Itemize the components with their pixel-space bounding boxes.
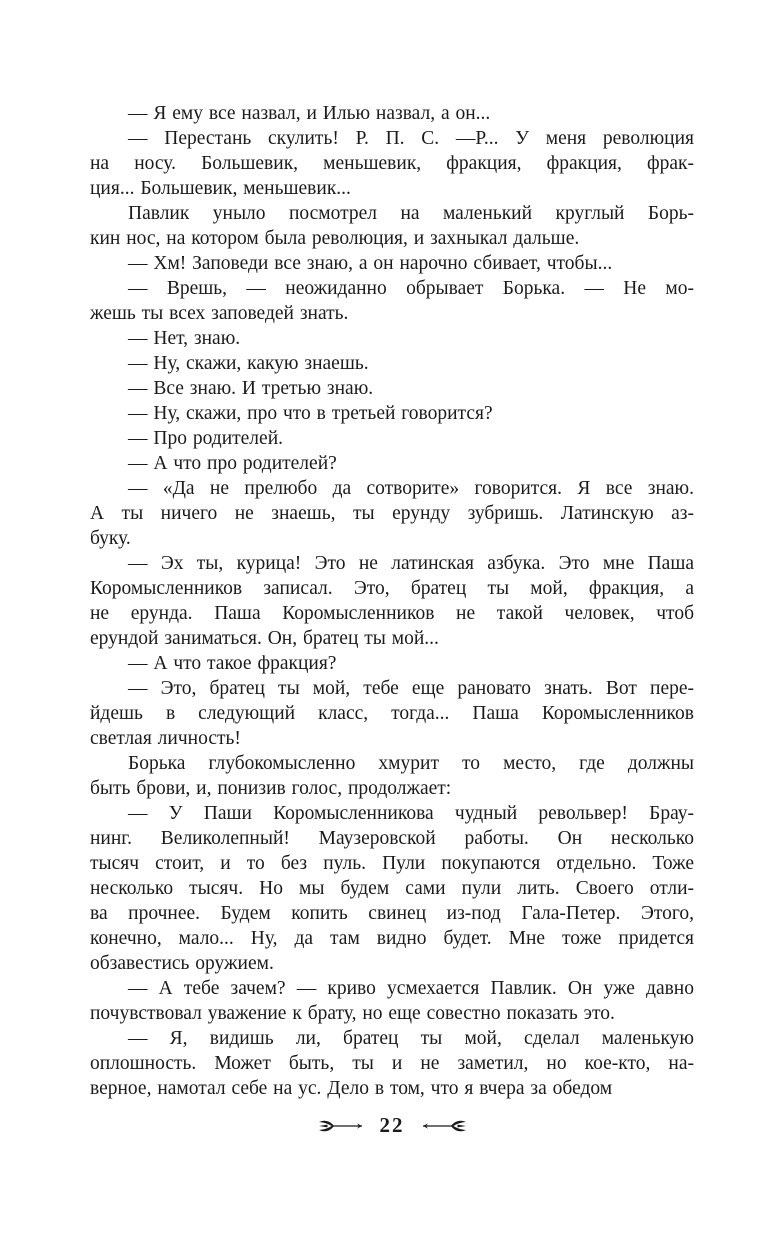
- paragraph: [90, 351, 694, 376]
- text-line: на носу. Большевик, меньшевик, фракция, фракция, фрак-: [90, 153, 694, 174]
- text-line: быть брови, и, понизив голос, продолжает:: [90, 778, 452, 799]
- text-line: — Перестань скулить! Р. П. С. —Р... У меня революция: [128, 128, 694, 149]
- paragraph: [90, 276, 694, 326]
- text-line: тысяч стоит, и то без пуль. Пули покупаются отдельно. Тоже: [90, 853, 694, 874]
- paragraph: [90, 476, 694, 551]
- text-line: — Хм! Заповеди все знаю, а он нарочно сбивает, чтобы...: [128, 253, 613, 274]
- text-line: — Ну, скажи, про что в третьей говорится?: [128, 403, 493, 424]
- text-line: светлая личность!: [90, 728, 241, 749]
- paragraph: [90, 201, 694, 251]
- text-line: — Врешь, — неожиданно обрывает Борька. — Не мо-: [128, 278, 694, 299]
- text-line: А ты ничего не знаешь, ты ерунду зубришь. Латинскую аз-: [90, 503, 694, 524]
- paragraph: [90, 651, 694, 676]
- text-line: — А что такое фракция?: [128, 653, 337, 674]
- text-line: ва прочнее. Будем копить свинец из-под Гала-Петер. Этого,: [90, 903, 694, 924]
- text-line: Борька глубокомысленно хмурит то место, где должны: [128, 753, 694, 774]
- paragraph: [90, 676, 694, 751]
- text-line: йдешь в следующий класс, тогда... Паша Коромысленников: [90, 703, 694, 724]
- text-line: — Нет, знаю.: [128, 328, 241, 349]
- paragraph: [90, 401, 694, 426]
- text-line: — Все знаю. И третью знаю.: [128, 378, 374, 399]
- paragraph: [90, 426, 694, 451]
- paragraph: [90, 126, 694, 201]
- fleuron-left-icon: [318, 1118, 364, 1134]
- text-line: — Эх ты, курица! Это не латинская азбука. Это мне Паша: [128, 553, 694, 574]
- text-line: конечно, мало... Ну, да там видно будет. Мне тоже придется: [90, 928, 694, 949]
- paragraph: [90, 376, 694, 401]
- fleuron-right-icon: [421, 1118, 467, 1134]
- page-number: 22: [379, 1113, 405, 1137]
- text-block: [90, 101, 694, 1101]
- text-line: ерундой заниматься. Он, братец ты мой...: [90, 628, 439, 649]
- text-line: жешь ты всех заповедей знать.: [90, 303, 349, 324]
- text-line: — А тебе зачем? — криво усмехается Павлик. Он уже давно: [128, 978, 694, 999]
- text-line: буку.: [90, 528, 131, 549]
- text-line: нинг. Великолепный! Маузеровской работы. Он несколько: [90, 828, 694, 849]
- paragraph: [90, 326, 694, 351]
- text-line: кин нос, на котором была революция, и захныкал дальше.: [90, 228, 580, 249]
- paragraph: [90, 101, 694, 126]
- text-line: Павлик уныло посмотрел на маленький круглый Борь-: [128, 203, 694, 224]
- paragraph: [90, 801, 694, 976]
- text-line: — «Да не прелюбо да сотворите» говорится. Я все знаю.: [128, 478, 694, 499]
- paragraph: [90, 251, 694, 276]
- paragraph: [90, 451, 694, 476]
- text-line: не ерунда. Паша Коромысленников не такой человек, чтоб: [90, 603, 694, 624]
- text-line: ция... Большевик, меньшевик...: [90, 178, 351, 199]
- text-line: Коромысленников записал. Это, братец ты мой, фракция, а: [90, 578, 694, 599]
- page-footer: [90, 1113, 694, 1138]
- text-line: верное, намотал себе на ус. Дело в том, что я вчера за обедом: [90, 1078, 613, 1099]
- text-line: обзавестись оружием.: [90, 953, 274, 974]
- text-line: — Ну, скажи, какую знаешь.: [128, 353, 369, 374]
- text-line: — Про родителей.: [128, 428, 284, 449]
- paragraph: [90, 751, 694, 801]
- text-line: — Это, братец ты мой, тебе еще рановато знать. Вот пере-: [128, 678, 694, 699]
- text-line: — Я ему все назвал, и Илью назвал, а он...: [128, 103, 491, 124]
- text-line: — У Паши Коромысленникова чудный револьвер! Брау-: [128, 803, 694, 824]
- paragraph: [90, 976, 694, 1026]
- text-line: — А что про родителей?: [128, 453, 337, 474]
- text-line: почувствовал уважение к брату, но еще совестно показать это.: [90, 1003, 615, 1024]
- text-line: несколько тысяч. Но мы будем сами пули лить. Своего отли-: [90, 878, 694, 899]
- paragraph: [90, 1026, 694, 1101]
- text-line: — Я, видишь ли, братец ты мой, сделал маленькую: [128, 1028, 694, 1049]
- paragraph: [90, 551, 694, 651]
- text-line: оплошность. Может быть, ты и не заметил, но кое-кто, на-: [90, 1053, 694, 1074]
